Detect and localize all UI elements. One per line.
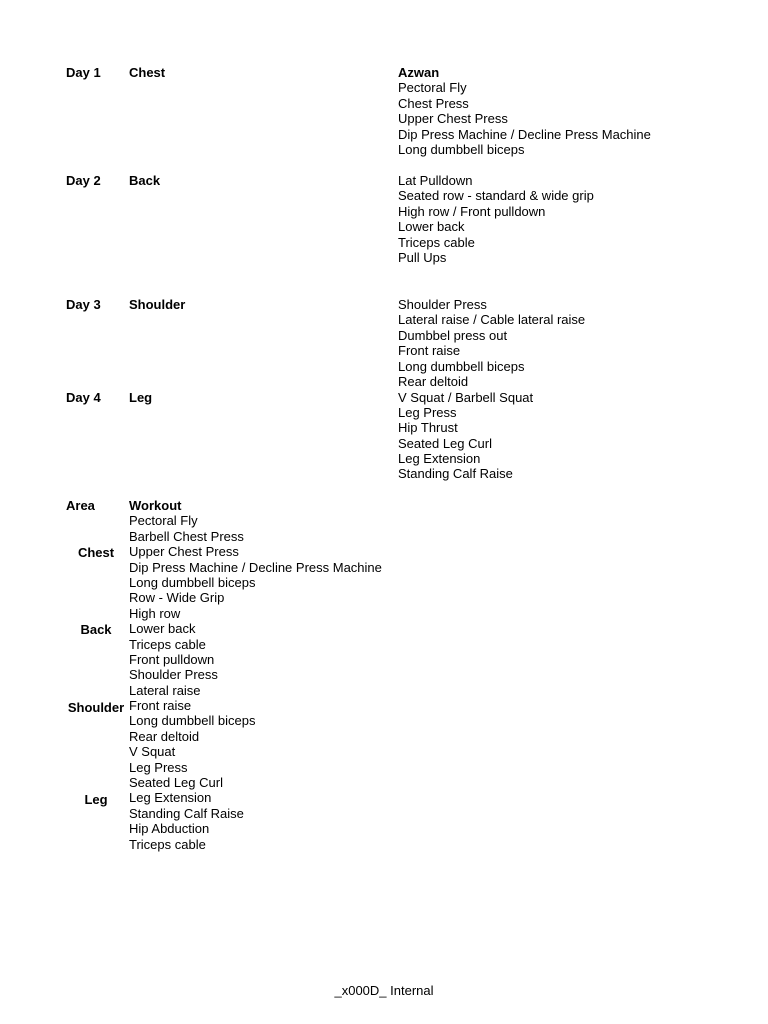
exercise-list xyxy=(398,390,533,482)
exercise-item: Triceps cable xyxy=(398,234,475,250)
exercise-item: Long dumbbell biceps xyxy=(398,358,525,374)
workout-item: Hip Abduction xyxy=(129,821,210,837)
workout-item: Triceps cable xyxy=(129,836,206,852)
workout-item: Lateral raise xyxy=(129,682,201,698)
exercise-item: Seated row - standard & wide grip xyxy=(398,188,594,204)
day-muscle: Back xyxy=(129,173,161,188)
workout-header: Workout xyxy=(129,498,182,513)
exercise-item: Leg Extension xyxy=(398,451,481,467)
workout-item: Long dumbbell biceps xyxy=(129,713,256,729)
exercise-item: Rear deltoid xyxy=(398,373,469,389)
area-label-shoulder: Shoulder xyxy=(67,699,125,715)
exercise-item: High row / Front pulldown xyxy=(398,203,546,219)
exercise-item: Dumbbel press out xyxy=(398,327,508,343)
area-header: Area xyxy=(66,498,95,513)
workout-item: Row - Wide Grip xyxy=(129,590,225,606)
workout-item: Pectoral Fly xyxy=(129,513,198,529)
workout-item: High row xyxy=(129,605,181,621)
person-header: Azwan xyxy=(398,65,440,80)
workout-item: Lower back xyxy=(129,621,196,637)
exercise-item: Pull Ups xyxy=(398,249,447,265)
area-label-leg: Leg xyxy=(84,792,108,807)
exercise-item: Lat Pulldown xyxy=(398,173,473,188)
exercise-list xyxy=(398,297,585,389)
day-label: Day 1 xyxy=(66,65,101,80)
workout-item: Front pulldown xyxy=(129,651,215,667)
exercise-item: Pectoral Fly xyxy=(398,80,467,96)
workout-item: Upper Chest Press xyxy=(129,544,239,560)
exercise-item: Lateral raise / Cable lateral raise xyxy=(398,312,586,328)
workout-item: Front raise xyxy=(129,698,192,714)
exercise-list xyxy=(398,173,594,265)
page-footer: _x000D_ Internal xyxy=(334,983,434,998)
day-label: Day 4 xyxy=(66,389,101,405)
workout-item: Seated Leg Curl xyxy=(129,775,223,791)
day-label: Day 3 xyxy=(66,297,101,312)
exercise-item: Dip Press Machine / Decline Press Machine xyxy=(398,126,651,142)
exercise-item: Hip Thrust xyxy=(398,420,458,436)
exercise-item: Upper Chest Press xyxy=(398,111,508,127)
exercise-item: Lower back xyxy=(398,219,465,235)
workout-item: Shoulder Press xyxy=(129,667,218,683)
workout-item: V Squat xyxy=(129,744,176,760)
exercise-item: Chest Press xyxy=(398,95,469,111)
workout-item: Dip Press Machine / Decline Press Machine xyxy=(129,559,382,575)
exercise-item: Long dumbbell biceps xyxy=(398,141,525,157)
exercise-list xyxy=(398,80,651,157)
area-label-back: Back xyxy=(80,622,112,637)
workout-item: Leg Extension xyxy=(129,790,212,806)
workout-item: Long dumbbell biceps xyxy=(129,574,256,590)
workout-item: Standing Calf Raise xyxy=(129,805,244,821)
exercise-item: Seated Leg Curl xyxy=(398,435,492,451)
day-label: Day 2 xyxy=(66,173,101,188)
exercise-item: Shoulder Press xyxy=(398,297,487,312)
day-muscle: Shoulder xyxy=(129,297,186,312)
exercise-item: Standing Calf Raise xyxy=(398,466,513,482)
workout-item: Rear deltoid xyxy=(129,728,200,744)
workout-item: Triceps cable xyxy=(129,636,206,652)
workout-list xyxy=(129,513,382,852)
exercise-item: Leg Press xyxy=(398,404,457,420)
workout-item: Leg Press xyxy=(129,759,188,775)
day-muscle: Leg xyxy=(129,389,153,405)
area-label-chest: Chest xyxy=(77,544,115,560)
exercise-item: Front raise xyxy=(398,343,461,359)
exercise-item: V Squat / Barbell Squat xyxy=(398,389,534,405)
workout-item: Barbell Chest Press xyxy=(129,528,244,544)
day-muscle: Chest xyxy=(129,65,166,80)
